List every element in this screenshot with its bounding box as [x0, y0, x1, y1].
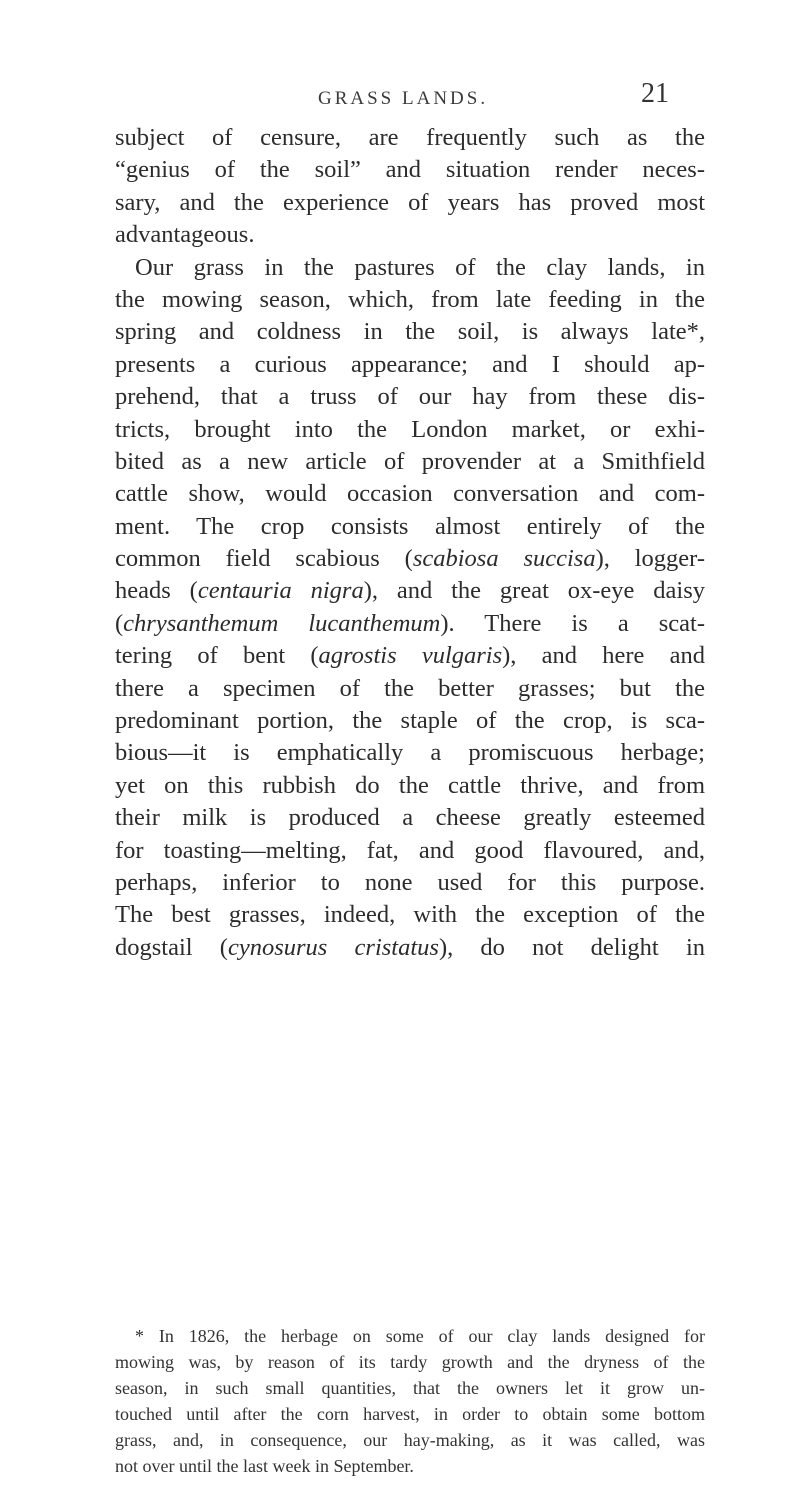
body-line: perhaps, inferior to none used for this purpose. — [115, 868, 705, 896]
body-line: bited as a new article of provender at a Smithfield — [115, 447, 705, 475]
body-line: their milk is produced a cheese greatly esteemed — [115, 804, 705, 832]
running-title: GRASS LANDS. — [318, 88, 489, 109]
running-head — [0, 78, 800, 118]
body-line: sary, and the experience of years has proved most — [115, 188, 705, 216]
footnote-line: touched until after the corn harvest, in order to obtain some bottom — [115, 1404, 705, 1424]
body-line: the mowing season, which, from late feeding in the — [115, 285, 705, 313]
body-line: yet on this rubbish do the cattle thrive, and from — [115, 771, 705, 799]
body-text — [115, 122, 705, 964]
body-line: subject of censure, are frequently such as the — [115, 124, 705, 151]
footnote-line: not over until the last week in September. — [115, 1456, 414, 1476]
body-line: spring and coldness in the soil, is always late*, — [115, 318, 705, 346]
body-line: dogstail (cynosurus cristatus), do not delight in — [115, 933, 705, 961]
body-line: predominant portion, the staple of the crop, is sca- — [115, 707, 705, 735]
body-line: heads (centauria nigra), and the great ox-eye daisy — [115, 577, 705, 605]
body-line: tering of bent (agrostis vulgaris), and here and — [115, 642, 705, 670]
footnote-line: season, in such small quantities, that the owners let it grow un- — [115, 1378, 705, 1398]
body-line: The best grasses, indeed, with the exception of the — [115, 901, 705, 929]
footnote-line: grass, and, in consequence, our hay-making, as it was called, was — [115, 1430, 705, 1450]
body-line: “genius of the soil” and situation render neces- — [115, 156, 705, 184]
body-line: prehend, that a truss of our hay from these dis- — [115, 383, 705, 411]
body-line: there a specimen of the better grasses; but the — [115, 674, 705, 702]
body-line: for toasting—melting, fat, and good flavoured, and, — [115, 836, 705, 864]
body-line: tricts, brought into the London market, or exhi- — [115, 415, 705, 443]
body-line: cattle show, would occasion conversation and com- — [115, 480, 705, 508]
footnote-line: * In 1826, the herbage on some of our clay lands designed for — [135, 1326, 705, 1346]
page-number: 21 — [641, 78, 669, 109]
body-line: presents a curious appearance; and I should ap- — [115, 350, 705, 378]
body-line: Our grass in the pastures of the clay lands, in — [135, 253, 705, 281]
body-line: advantageous. — [115, 221, 255, 249]
body-line: bious—it is emphatically a promiscuous herbage; — [115, 739, 705, 767]
footnote — [115, 1323, 705, 1479]
body-line: ment. The crop consists almost entirely of the — [115, 512, 705, 540]
body-line: common field scabious (scabiosa succisa), logger- — [115, 545, 706, 573]
body-line: (chrysanthemum lucanthemum). There is a scat- — [115, 609, 705, 637]
footnote-line: mowing was, by reason of its tardy growth and the dryness of the — [115, 1352, 705, 1372]
